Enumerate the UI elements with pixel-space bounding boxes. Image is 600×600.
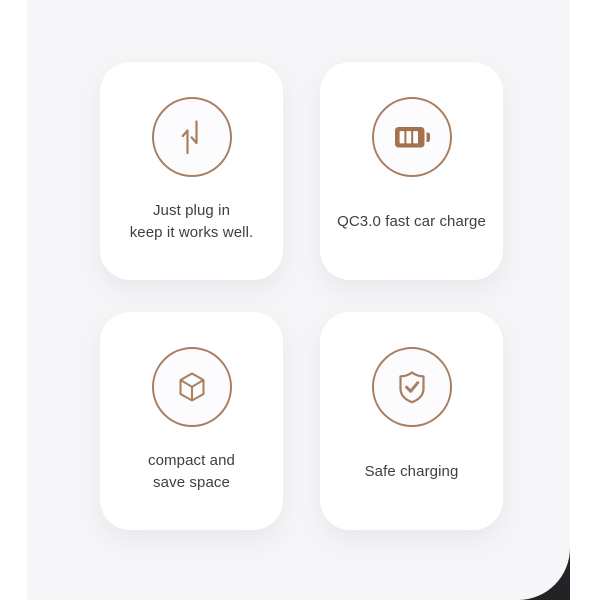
feature-card-label xyxy=(365,450,459,494)
feature-card-label xyxy=(130,200,254,244)
feature-line: QC3.0 fast car charge xyxy=(337,213,486,230)
feature-grid-background xyxy=(27,0,570,600)
transfer-arrows-icon xyxy=(170,115,214,159)
feature-card-fast-charge xyxy=(320,62,503,280)
feature-line: compact and xyxy=(148,452,235,469)
icon-circle xyxy=(152,347,232,427)
shield-check-icon xyxy=(390,365,434,409)
feature-line: save space xyxy=(153,474,230,491)
feature-card-compact xyxy=(100,312,283,530)
icon-circle xyxy=(372,97,452,177)
feature-card-safe-charging xyxy=(320,312,503,530)
icon-circle xyxy=(372,347,452,427)
battery-icon xyxy=(390,115,434,159)
feature-card-label xyxy=(148,450,235,494)
feature-line: Safe charging xyxy=(364,463,459,480)
feature-card-plug-in xyxy=(100,62,283,280)
feature-line: Just plug in xyxy=(152,202,231,219)
cube-icon xyxy=(170,365,214,409)
icon-circle xyxy=(152,97,232,177)
feature-line: keep it works well. xyxy=(129,224,254,241)
feature-card-label xyxy=(337,200,486,244)
